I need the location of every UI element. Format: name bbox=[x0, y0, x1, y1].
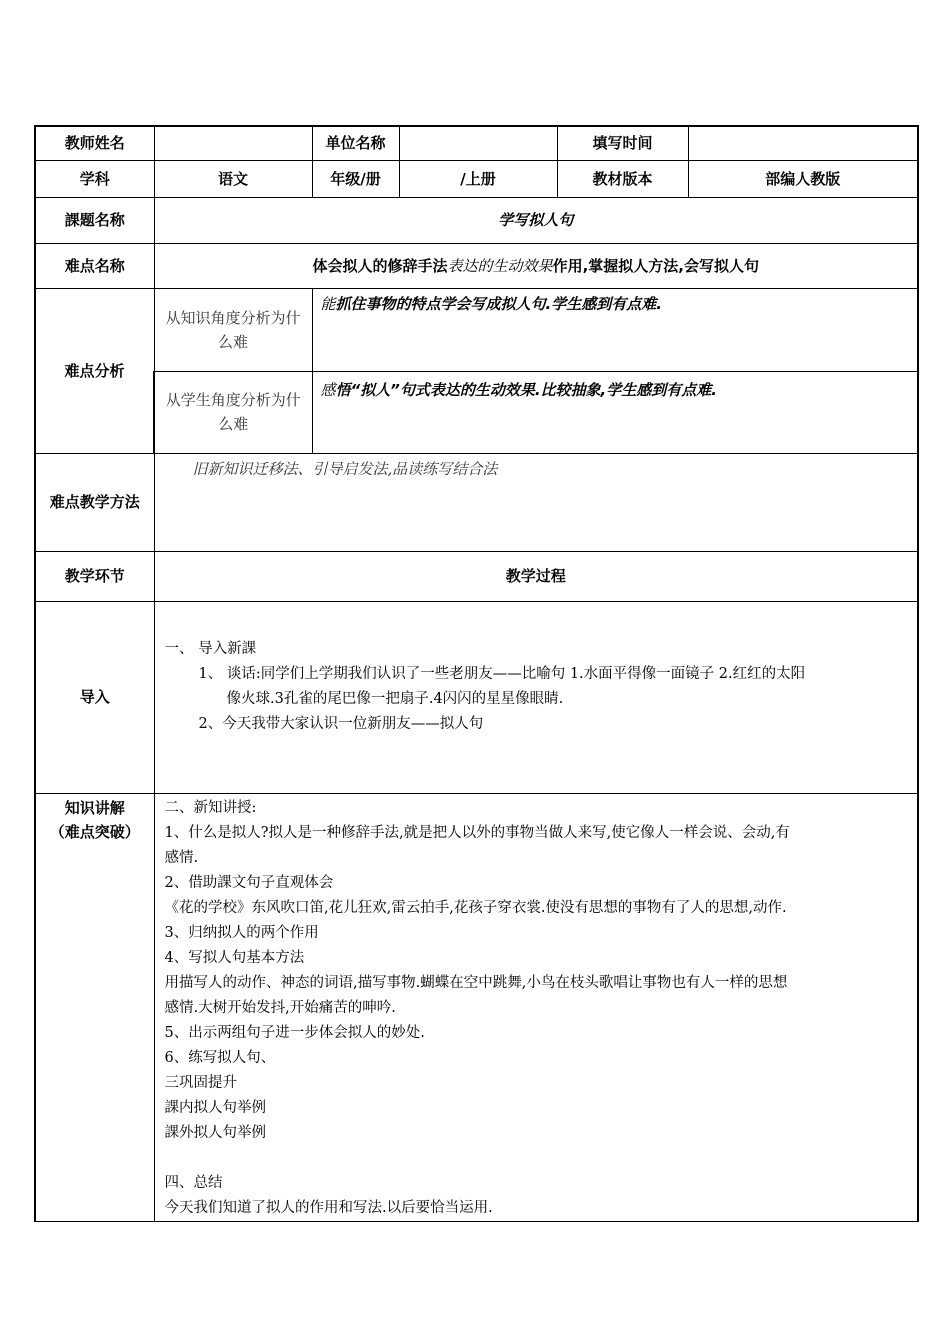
difficulty-value bbox=[154, 243, 918, 288]
process-label: 教学过程 bbox=[154, 551, 918, 601]
knowledge-line-15 bbox=[165, 1146, 912, 1171]
knowledge-line-10: 5、出示两组句子进一步体会拟人的妙处. bbox=[164, 1024, 425, 1041]
student-angle-answer bbox=[312, 371, 918, 453]
analysis-row-student bbox=[35, 371, 918, 453]
process-stage-label: 教学环节 bbox=[35, 551, 154, 601]
teacher-name-value bbox=[154, 126, 312, 160]
intro-line-1: 一、 导入新課 bbox=[164, 640, 257, 657]
edition-label: 教材版本 bbox=[557, 160, 688, 197]
knowledge-label-line-1: 知识讲解 bbox=[64, 798, 125, 817]
header-row-2 bbox=[35, 160, 918, 197]
knowledge-angle-question: 从知识角度分析为什么难 bbox=[154, 288, 312, 371]
knowledge-line-8: 用描写人的动作、神态的词语,描写事物.蝴蝶在空中跳舞,小鸟在枝头歌唱让事物也有人一样的思想 bbox=[164, 974, 788, 991]
knowledge-line-2: 1、什么是拟人?拟人是一种修辞手法,就是把人以外的事物当做人来写,使它像人一样会说、会动,有 bbox=[164, 824, 790, 841]
lesson-plan-table bbox=[34, 125, 919, 1222]
knowledge-line-7: 4、写拟人句基本方法 bbox=[164, 949, 305, 966]
knowledge-answer-lead: 能 bbox=[320, 294, 336, 313]
knowledge-line-9: 感情.大树开始发抖,开始痛苦的呻吟. bbox=[164, 999, 396, 1016]
unit-name-value bbox=[399, 126, 557, 160]
knowledge-line-13: 課内拟人句举例 bbox=[164, 1099, 266, 1116]
fill-time-value bbox=[688, 126, 918, 160]
knowledge-line-6: 3、归纳拟人的两个作用 bbox=[164, 924, 319, 941]
knowledge-row bbox=[35, 793, 918, 1221]
difficulty-label: 难点名称 bbox=[35, 243, 154, 288]
difficulty-value-part3: 作用,掌握拟人方法,会写拟人句 bbox=[552, 256, 759, 275]
knowledge-line-16: 四、总结 bbox=[164, 1174, 223, 1191]
difficulty-row bbox=[35, 243, 918, 288]
topic-value: 学写拟人句 bbox=[154, 197, 918, 243]
topic-label: 課题名称 bbox=[35, 197, 154, 243]
knowledge-answer-text: 抓住事物的特点学会写成拟人句.学生感到有点难. bbox=[335, 294, 662, 313]
student-angle-question: 从学生角度分析为什么难 bbox=[154, 371, 312, 453]
fill-time-label: 填写时间 bbox=[557, 126, 688, 160]
edition-value: 部编人教版 bbox=[688, 160, 918, 197]
knowledge-line-17: 今天我们知道了拟人的作用和写法.以后要恰当运用. bbox=[164, 1199, 493, 1216]
difficulty-value-part1: 体会拟人的修辞手法 bbox=[312, 256, 448, 275]
knowledge-line-11: 6、练写拟人句、 bbox=[164, 1049, 276, 1066]
intro-line-3: 像火球.3孔雀的尾巴像一把扇子.4闪闪的星星像眼睛. bbox=[226, 690, 564, 707]
intro-label: 导入 bbox=[35, 601, 154, 793]
subject-label: 学科 bbox=[35, 160, 154, 197]
method-label: 难点教学方法 bbox=[35, 453, 154, 551]
process-header-row bbox=[35, 551, 918, 601]
knowledge-line-5: 《花的学校》东风吹口笛,花儿狂欢,雷云拍手,花孩子穿衣裳.使没有思想的事物有了人的思想,动作. bbox=[164, 899, 787, 916]
knowledge-label bbox=[35, 793, 154, 1221]
topic-row bbox=[35, 197, 918, 243]
knowledge-angle-answer bbox=[312, 288, 918, 371]
knowledge-line-3: 感情. bbox=[164, 849, 199, 866]
knowledge-line-12: 三巩固提升 bbox=[164, 1074, 237, 1091]
intro-line-2: 1、 谈话:同学们上学期我们认识了一些老朋友——比喻句 1.水面平得像一面镜子 2.红红的太阳 bbox=[198, 665, 806, 682]
difficulty-value-part2: 表达的生动效果 bbox=[447, 256, 553, 275]
method-value: 旧新知识迁移法、引导启发法,品读练写结合法 bbox=[154, 453, 918, 551]
intro-row bbox=[35, 601, 918, 793]
teacher-name-label: 教师姓名 bbox=[35, 126, 154, 160]
method-row bbox=[35, 453, 918, 551]
grade-label: 年级/册 bbox=[312, 160, 399, 197]
unit-name-label: 单位名称 bbox=[312, 126, 399, 160]
knowledge-line-4: 2、借助課文句子直观体会 bbox=[164, 874, 334, 891]
grade-value: /上册 bbox=[399, 160, 557, 197]
intro-content bbox=[154, 601, 918, 793]
knowledge-label-line-2: （难点突破） bbox=[49, 822, 140, 841]
knowledge-line-1: 二、新知讲授: bbox=[164, 799, 257, 816]
analysis-label: 难点分析 bbox=[35, 288, 154, 453]
knowledge-line-14: 課外拟人句举例 bbox=[164, 1124, 266, 1141]
subject-value: 语文 bbox=[154, 160, 312, 197]
header-row-1 bbox=[35, 126, 918, 160]
student-answer-text: 悟“拟人”句式表达的生动效果.比较抽象,学生感到有点难. bbox=[335, 380, 717, 399]
knowledge-content bbox=[154, 793, 918, 1221]
intro-line-4: 2、今天我带大家认识一位新朋友——拟人句 bbox=[198, 715, 484, 732]
analysis-row-knowledge bbox=[35, 288, 918, 371]
student-answer-lead: 感 bbox=[320, 380, 336, 399]
